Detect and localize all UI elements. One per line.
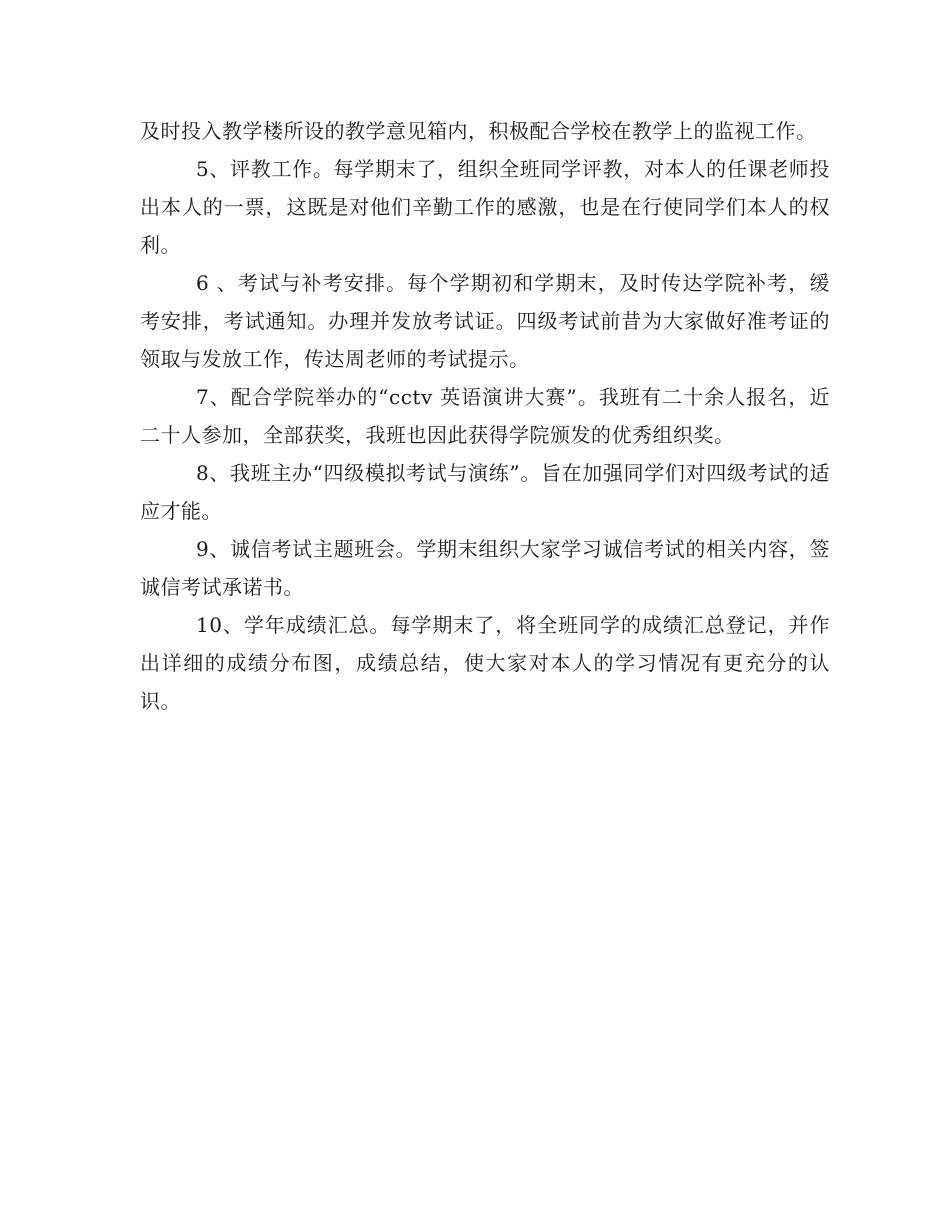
paragraph-3: 6 、考试与补考安排。每个学期初和学期末，及时传达学院补考，缓考安排，考试通知。办理并发放考试证。四级考试前昔为大家做好准考证的领取与发放工作，传达周老师的考试提示。	[140, 271, 830, 371]
document-body	[140, 112, 830, 720]
paragraph-4: 7、配合学院举办的“cctv 英语演讲大赛”。我班有二十余人报名，近二十人参加，全部获奖，我班也因此获得学院颁发的优秀组织奖。	[140, 385, 830, 447]
paragraph-1: 及时投入教学楼所设的教学意见箱内，积极配合学校在教学上的监视工作。	[140, 119, 817, 143]
paragraph-6: 9、诚信考试主题班会。学期末组织大家学习诚信考试的相关内容，签诚信考试承诺书。	[140, 537, 830, 599]
paragraph-7: 10、学年成绩汇总。每学期末了，将全班同学的成绩汇总登记，并作出详细的成绩分布图，成绩总结，使大家对本人的学习情况有更充分的认识。	[140, 613, 830, 713]
paragraph-2: 5、评教工作。每学期末了，组织全班同学评教，对本人的任课老师投出本人的一票，这既是对他们辛勤工作的感激，也是在行使同学们本人的权利。	[140, 157, 830, 257]
paragraph-5: 8、我班主办“四级模拟考试与演练”。旨在加强同学们对四级考试的适应才能。	[140, 461, 830, 523]
